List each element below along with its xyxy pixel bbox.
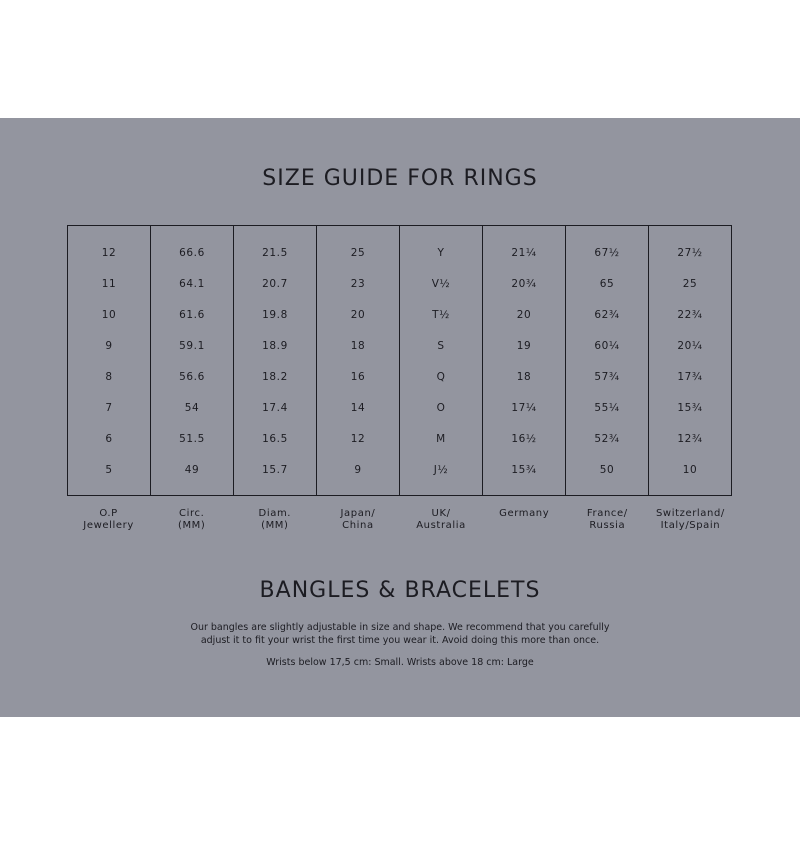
table-cell: 16½ (511, 433, 537, 445)
table-cell: 18 (350, 340, 366, 352)
ring-size-table (67, 225, 732, 496)
table-cell: 21¼ (511, 247, 537, 259)
table-cell: 15¾ (677, 402, 703, 414)
table-cell: 10 (101, 309, 117, 321)
table-cell: 5 (105, 464, 113, 476)
table-cell: 17¾ (677, 371, 703, 383)
table-column (151, 226, 234, 495)
table-column (649, 226, 731, 495)
table-column (483, 226, 566, 495)
table-cell: Q (436, 371, 446, 383)
table-cell: 9 (354, 464, 362, 476)
bangles-description: Our bangles are slightly adjustable in size and shape. We recommend that you carefully adjust it to fit your wrist the first time you wear it. Avoid doing this more than once. (190, 622, 610, 646)
table-cell: 65 (599, 278, 615, 290)
table-cell: 59.1 (179, 340, 205, 352)
table-cell: 17¼ (511, 402, 537, 414)
table-cell: 16 (350, 371, 366, 383)
column-header: France/ Russia (586, 508, 628, 531)
table-cell: 20 (350, 309, 366, 321)
table-cell: 11 (101, 278, 117, 290)
table-cell: 15¾ (511, 464, 537, 476)
table-cell: O (436, 402, 446, 414)
table-cell: 20¾ (511, 278, 537, 290)
table-cell: 57¾ (594, 371, 620, 383)
table-cell: 7 (105, 402, 113, 414)
column-header: Diam. (MM) (258, 508, 292, 531)
table-column (68, 226, 151, 495)
table-cell: 19.8 (262, 309, 288, 321)
table-cell: 54 (184, 402, 200, 414)
table-cell: M (436, 433, 446, 445)
table-cell: 17.4 (262, 402, 288, 414)
table-cell: 8 (105, 371, 113, 383)
table-cell: 20 (516, 309, 532, 321)
table-cell: 25 (350, 247, 366, 259)
table-cell: 20¼ (677, 340, 703, 352)
table-cell: 27½ (677, 247, 703, 259)
table-cell: 18.2 (262, 371, 288, 383)
table-cell: 9 (105, 340, 113, 352)
table-cell: 61.6 (179, 309, 205, 321)
table-cell: 50 (599, 464, 615, 476)
column-header: O.P Jewellery (83, 508, 134, 531)
table-cell: 56.6 (179, 371, 205, 383)
column-header: UK/ Australia (416, 508, 466, 531)
table-cell: 51.5 (179, 433, 205, 445)
table-cell: 15.7 (262, 464, 288, 476)
size-guide-panel (0, 118, 800, 717)
table-cell: 60¼ (594, 340, 620, 352)
table-cell: 52¾ (594, 433, 620, 445)
table-cell: 6 (105, 433, 113, 445)
wrist-size-note: Wrists below 17,5 cm: Small. Wrists above 18 cm: Large (266, 657, 534, 668)
table-cell: 12 (350, 433, 366, 445)
table-cell: 19 (516, 340, 532, 352)
table-column (400, 226, 483, 495)
table-cell: 55¼ (594, 402, 620, 414)
column-header: Germany (499, 508, 550, 519)
table-cell: 64.1 (179, 278, 205, 290)
table-column (234, 226, 317, 495)
table-cell: V½ (431, 278, 451, 290)
table-cell: Y (437, 247, 445, 259)
table-cell: 14 (350, 402, 366, 414)
table-cell: 12¾ (677, 433, 703, 445)
table-cell: 62¾ (594, 309, 620, 321)
table-cell: 22¾ (677, 309, 703, 321)
table-cell: 16.5 (262, 433, 288, 445)
bangles-title: BANGLES & BRACELETS (259, 578, 541, 603)
table-cell: T½ (432, 309, 450, 321)
table-cell: 25 (682, 278, 698, 290)
table-cell: 67½ (594, 247, 620, 259)
column-header: Japan/ China (340, 508, 376, 531)
table-cell: 21.5 (262, 247, 288, 259)
column-header: Circ. (MM) (177, 508, 206, 531)
table-cell: S (437, 340, 445, 352)
rings-title: SIZE GUIDE FOR RINGS (262, 166, 538, 191)
table-cell: 12 (101, 247, 117, 259)
table-cell: 66.6 (179, 247, 205, 259)
table-cell: 49 (184, 464, 200, 476)
table-cell: 10 (682, 464, 698, 476)
table-cell: J½ (433, 464, 449, 476)
table-column (317, 226, 400, 495)
table-cell: 18 (516, 371, 532, 383)
ring-size-headers (67, 508, 732, 532)
table-cell: 23 (350, 278, 366, 290)
table-cell: 20.7 (262, 278, 288, 290)
table-column (566, 226, 649, 495)
table-cell: 18.9 (262, 340, 288, 352)
column-header: Switzerland/ Italy/Spain (655, 508, 725, 531)
